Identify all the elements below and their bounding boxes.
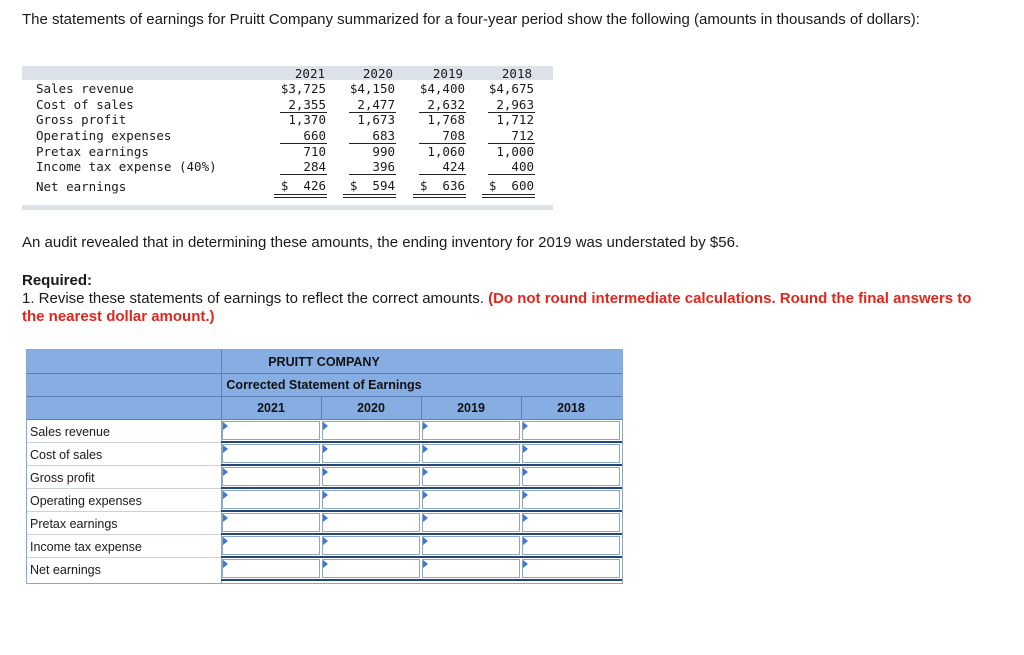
instruction-main: 1. Revise these statements of earnings to reflect the correct amounts. [22, 290, 484, 307]
summary-cell: 708 [442, 128, 465, 143]
input-marker-icon [523, 560, 528, 568]
input-cell [522, 490, 620, 509]
summary-subtotal-rule [349, 174, 396, 175]
summary-cell: 1,712 [496, 112, 534, 127]
summary-subtotal-rule [488, 174, 535, 175]
row-label-gross-profit: Gross profit [30, 471, 95, 485]
row-label-income-tax-expense: Income tax expense [30, 540, 142, 554]
input-marker-icon [423, 491, 428, 499]
summary-cell: 396 [372, 159, 395, 174]
audit-note: An audit revealed that in determining these amounts, the ending inventory for 2019 was understated by $56. [22, 234, 740, 251]
row-rule [221, 487, 622, 489]
input-cell [322, 536, 420, 555]
summary-cell: 990 [372, 144, 395, 159]
input-marker-icon [223, 422, 228, 430]
input-marker-icon [423, 445, 428, 453]
input-marker-icon [323, 491, 328, 499]
input-cell [422, 421, 520, 440]
input-cell [222, 421, 320, 440]
operating-expenses-2021-input[interactable] [223, 492, 319, 509]
input-marker-icon [423, 422, 428, 430]
col-header-2020: 2020 [357, 401, 385, 415]
row-rule [221, 464, 622, 466]
operating-expenses-2019-input[interactable] [423, 492, 519, 509]
summary-bottom-bar [22, 205, 553, 210]
income-tax-expense-2020-input[interactable] [323, 538, 419, 555]
input-marker-icon [423, 514, 428, 522]
instruction-text [22, 290, 982, 326]
summary-cell: $ 636 [419, 178, 465, 193]
header-divider [27, 373, 622, 374]
summary-total-rule [482, 197, 535, 198]
company-name: PRUITT COMPANY [268, 355, 380, 369]
input-cell [422, 536, 520, 555]
gross-profit-2019-input[interactable] [423, 469, 519, 486]
input-cell [422, 444, 520, 463]
summary-total-rule [413, 197, 466, 198]
input-cell [322, 444, 420, 463]
cost-of-sales-2019-input[interactable] [423, 446, 519, 463]
summary-cell: 1,370 [288, 112, 326, 127]
input-marker-icon [223, 491, 228, 499]
input-marker-icon [423, 560, 428, 568]
col-header-2019: 2019 [457, 401, 485, 415]
summary-row-label: Income tax expense (40%) [36, 159, 217, 174]
net-earnings-2020-input[interactable] [323, 561, 419, 578]
summary-cell: $3,725 [280, 81, 326, 96]
summary-row-label: Operating expenses [36, 128, 172, 143]
input-cell [422, 467, 520, 486]
corrected-statement-table [26, 349, 623, 584]
row-rule [221, 533, 622, 535]
summary-cell: 660 [303, 128, 326, 143]
pretax-earnings-2021-input[interactable] [223, 515, 319, 532]
required-heading: Required: [22, 272, 93, 289]
input-marker-icon [323, 422, 328, 430]
net-earnings-2021-input[interactable] [223, 561, 319, 578]
input-marker-icon [223, 445, 228, 453]
summary-cell: 1,060 [427, 144, 465, 159]
operating-expenses-2018-input[interactable] [523, 492, 619, 509]
row-separator [27, 488, 221, 489]
input-marker-icon [523, 514, 528, 522]
summary-total-rule [274, 197, 327, 198]
col-header-2018: 2018 [557, 401, 585, 415]
summary-total-rule [413, 194, 466, 195]
summary-cell: 710 [303, 144, 326, 159]
row-rule [221, 441, 622, 443]
row-label-operating-expenses: Operating expenses [30, 494, 142, 508]
input-cell [522, 559, 620, 578]
input-marker-icon [223, 514, 228, 522]
cost-of-sales-2021-input[interactable] [223, 446, 319, 463]
input-cell [522, 536, 620, 555]
input-cell [322, 490, 420, 509]
input-cell [422, 559, 520, 578]
pretax-earnings-2019-input[interactable] [423, 515, 519, 532]
sales-revenue-2018-input[interactable] [523, 423, 619, 440]
cost-of-sales-2018-input[interactable] [523, 446, 619, 463]
row-label-pretax-earnings: Pretax earnings [30, 517, 118, 531]
summary-cell: $ 594 [349, 178, 395, 193]
summary-year-2020: 2020 [362, 66, 393, 81]
input-cell [222, 467, 320, 486]
header-divider [27, 419, 622, 420]
operating-expenses-2020-input[interactable] [323, 492, 419, 509]
input-cell [322, 421, 420, 440]
summary-total-rule [482, 194, 535, 195]
col-header-2021: 2021 [257, 401, 285, 415]
gross-profit-2021-input[interactable] [223, 469, 319, 486]
input-marker-icon [323, 560, 328, 568]
summary-subtotal-rule [280, 174, 327, 175]
input-cell [522, 513, 620, 532]
summary-cell: $ 600 [488, 178, 534, 193]
input-marker-icon [523, 537, 528, 545]
input-marker-icon [223, 468, 228, 476]
row-label-cost-of-sales: Cost of sales [30, 448, 103, 462]
summary-cell: $4,675 [488, 81, 534, 96]
statement-title: Corrected Statement of Earnings [226, 378, 422, 392]
input-cell [222, 559, 320, 578]
row-label-sales-revenue: Sales revenue [30, 425, 110, 439]
row-rule [221, 556, 622, 558]
summary-cell: $4,400 [419, 81, 465, 96]
summary-cell: 1,768 [427, 112, 465, 127]
summary-cell: 2,963 [496, 97, 534, 112]
net-earnings-2019-input[interactable] [423, 561, 519, 578]
summary-total-rule [274, 194, 327, 195]
input-cell [522, 421, 620, 440]
input-marker-icon [523, 445, 528, 453]
input-marker-icon [523, 468, 528, 476]
row-separator [27, 511, 221, 512]
input-cell [222, 444, 320, 463]
summary-cell: 2,355 [288, 97, 326, 112]
summary-cell: 683 [372, 128, 395, 143]
pretax-earnings-2018-input[interactable] [523, 515, 619, 532]
summary-row-label: Pretax earnings [36, 144, 149, 159]
summary-cell: 424 [442, 159, 465, 174]
summary-year-2021: 2021 [294, 66, 325, 81]
summary-cell: 1,673 [357, 112, 395, 127]
input-cell [222, 536, 320, 555]
problem-intro: The statements of earnings for Pruitt Company summarized for a four-year period show the following (amounts in thousands of dollars): [22, 11, 920, 28]
instruction-rounding-note: (Do not round intermediate calculations. Round the final answers to the nearest dollar amount.) [22, 290, 972, 325]
input-marker-icon [523, 422, 528, 430]
input-cell [322, 467, 420, 486]
sales-revenue-2020-input[interactable] [323, 423, 419, 440]
cost-of-sales-2020-input[interactable] [323, 446, 419, 463]
row-separator [27, 534, 221, 535]
input-marker-icon [323, 514, 328, 522]
net-earnings-2018-input[interactable] [523, 561, 619, 578]
input-cell [322, 513, 420, 532]
pretax-earnings-2020-input[interactable] [323, 515, 419, 532]
summary-row-label: Cost of sales [36, 97, 134, 112]
input-cell [522, 467, 620, 486]
summary-year-2018: 2018 [501, 66, 532, 81]
summary-cell: 712 [511, 128, 534, 143]
input-marker-icon [523, 491, 528, 499]
summary-subtotal-rule [419, 174, 466, 175]
income-tax-expense-2018-input[interactable] [523, 538, 619, 555]
input-marker-icon [323, 445, 328, 453]
input-marker-icon [423, 537, 428, 545]
row-separator [27, 465, 221, 466]
summary-row-label: Gross profit [36, 112, 127, 127]
input-marker-icon [323, 537, 328, 545]
row-rule [221, 510, 622, 512]
input-marker-icon [423, 468, 428, 476]
input-cell [522, 444, 620, 463]
summary-row-label: Net earnings [36, 179, 127, 194]
summary-cell: 400 [511, 159, 534, 174]
header-divider [27, 396, 622, 397]
summary-year-2019: 2019 [432, 66, 463, 81]
summary-total-rule [343, 197, 396, 198]
summary-cell: $ 426 [280, 178, 326, 193]
input-cell [422, 513, 520, 532]
row-rule [221, 579, 622, 581]
income-tax-expense-2021-input[interactable] [223, 538, 319, 555]
row-separator [27, 557, 221, 558]
summary-cell: 2,632 [427, 97, 465, 112]
input-cell [322, 559, 420, 578]
gross-profit-2020-input[interactable] [323, 469, 419, 486]
gross-profit-2018-input[interactable] [523, 469, 619, 486]
input-marker-icon [323, 468, 328, 476]
summary-total-rule [343, 194, 396, 195]
income-tax-expense-2019-input[interactable] [423, 538, 519, 555]
summary-cell: 284 [303, 159, 326, 174]
sales-revenue-2019-input[interactable] [423, 423, 519, 440]
input-marker-icon [223, 537, 228, 545]
earnings-summary-table [22, 66, 553, 210]
row-separator [27, 442, 221, 443]
summary-cell: 1,000 [496, 144, 534, 159]
input-cell [422, 490, 520, 509]
input-marker-icon [223, 560, 228, 568]
summary-row-label: Sales revenue [36, 81, 134, 96]
sales-revenue-2021-input[interactable] [223, 423, 319, 440]
input-cell [222, 513, 320, 532]
input-cell [222, 490, 320, 509]
summary-cell: 2,477 [357, 97, 395, 112]
row-label-net-earnings: Net earnings [30, 563, 101, 577]
summary-cell: $4,150 [349, 81, 395, 96]
